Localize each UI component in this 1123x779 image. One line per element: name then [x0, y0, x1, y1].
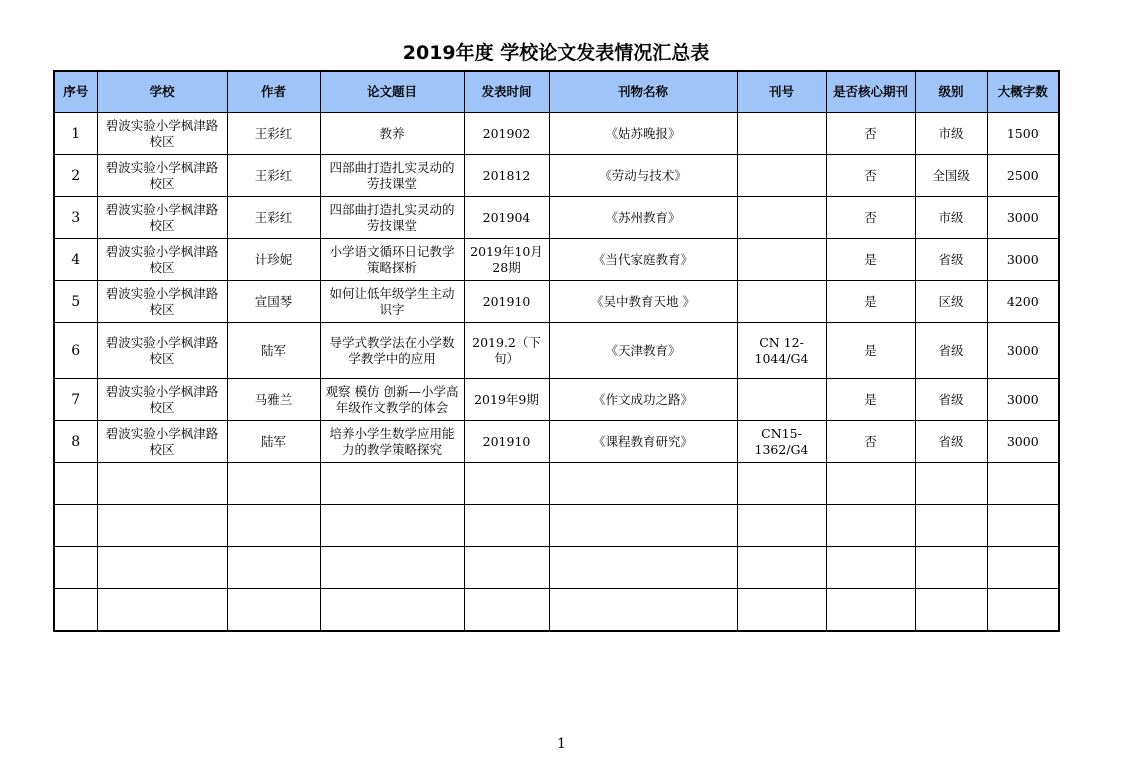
table-row [54, 421, 1059, 463]
empty-cell [737, 547, 826, 589]
cell-issn [737, 239, 826, 281]
empty-row [54, 589, 1059, 631]
col-header: 级别 [915, 71, 987, 113]
cell-author: 王彩红 [227, 155, 320, 197]
cell-author: 计珍妮 [227, 239, 320, 281]
empty-cell [54, 547, 97, 589]
col-header: 作者 [227, 71, 320, 113]
page-title: 2019年度 学校论文发表情况汇总表 [402, 42, 710, 64]
empty-cell [737, 589, 826, 631]
empty-cell [549, 463, 737, 505]
page-number: 1 [557, 736, 566, 752]
table-row [54, 113, 1059, 155]
cell-issn [737, 197, 826, 239]
cell-school: 碧波实验小学枫津路校区 [97, 323, 227, 379]
cell-title: 培养小学生数学应用能力的教学策略探究 [320, 421, 464, 463]
empty-cell [915, 547, 987, 589]
table-row [54, 197, 1059, 239]
col-header: 序号 [54, 71, 97, 113]
table-row [54, 323, 1059, 379]
cell-index: 1 [54, 113, 97, 155]
cell-level: 全国级 [915, 155, 987, 197]
cell-issn [737, 379, 826, 421]
cell-title: 四部曲打造扎实灵动的劳技课堂 [320, 197, 464, 239]
cell-author: 王彩红 [227, 197, 320, 239]
empty-cell [549, 589, 737, 631]
cell-date: 201904 [464, 197, 549, 239]
cell-date: 201910 [464, 281, 549, 323]
cell-words: 3000 [987, 421, 1059, 463]
empty-cell [464, 463, 549, 505]
cell-school: 碧波实验小学枫津路校区 [97, 421, 227, 463]
cell-index: 3 [54, 197, 97, 239]
empty-cell [737, 505, 826, 547]
col-header: 是否核心期刊 [826, 71, 915, 113]
cell-journal: 《当代家庭教育》 [549, 239, 737, 281]
cell-level: 省级 [915, 379, 987, 421]
empty-cell [227, 547, 320, 589]
cell-level: 省级 [915, 239, 987, 281]
header-row [54, 71, 1059, 113]
empty-cell [97, 505, 227, 547]
table-row [54, 155, 1059, 197]
cell-school: 碧波实验小学枫津路校区 [97, 239, 227, 281]
empty-cell [97, 547, 227, 589]
cell-issn [737, 281, 826, 323]
cell-journal: 《作文成功之路》 [549, 379, 737, 421]
cell-core: 否 [826, 421, 915, 463]
empty-cell [987, 589, 1059, 631]
empty-row [54, 547, 1059, 589]
cell-level: 省级 [915, 323, 987, 379]
cell-journal: 《劳动与技术》 [549, 155, 737, 197]
cell-level: 市级 [915, 113, 987, 155]
cell-index: 2 [54, 155, 97, 197]
empty-cell [320, 589, 464, 631]
cell-words: 1500 [987, 113, 1059, 155]
cell-index: 7 [54, 379, 97, 421]
cell-title: 导学式教学法在小学数学教学中的应用 [320, 323, 464, 379]
cell-level: 省级 [915, 421, 987, 463]
cell-words: 3000 [987, 379, 1059, 421]
empty-cell [464, 505, 549, 547]
cell-title: 教养 [320, 113, 464, 155]
cell-level: 市级 [915, 197, 987, 239]
cell-journal: 《课程教育研究》 [549, 421, 737, 463]
empty-cell [464, 547, 549, 589]
col-header: 论文题目 [320, 71, 464, 113]
empty-cell [227, 505, 320, 547]
cell-words: 3000 [987, 197, 1059, 239]
empty-cell [826, 505, 915, 547]
empty-cell [987, 547, 1059, 589]
cell-date: 201910 [464, 421, 549, 463]
empty-cell [826, 589, 915, 631]
empty-cell [737, 463, 826, 505]
cell-core: 是 [826, 239, 915, 281]
papers-table [53, 70, 1060, 632]
cell-date: 2019年10月28期 [464, 239, 549, 281]
cell-journal: 《天津教育》 [549, 323, 737, 379]
cell-level: 区级 [915, 281, 987, 323]
cell-index: 8 [54, 421, 97, 463]
cell-journal: 《姑苏晚报》 [549, 113, 737, 155]
empty-cell [549, 505, 737, 547]
col-header: 发表时间 [464, 71, 549, 113]
empty-cell [54, 463, 97, 505]
cell-core: 是 [826, 281, 915, 323]
cell-journal: 《苏州教育》 [549, 197, 737, 239]
col-header: 刊号 [737, 71, 826, 113]
cell-author: 宣国琴 [227, 281, 320, 323]
empty-cell [549, 547, 737, 589]
empty-cell [54, 505, 97, 547]
empty-cell [464, 589, 549, 631]
empty-cell [227, 589, 320, 631]
cell-date: 2019年9期 [464, 379, 549, 421]
empty-cell [320, 547, 464, 589]
cell-index: 5 [54, 281, 97, 323]
cell-words: 3000 [987, 323, 1059, 379]
cell-author: 陆军 [227, 323, 320, 379]
cell-title: 小学语文循环日记教学策略探析 [320, 239, 464, 281]
col-header: 学校 [97, 71, 227, 113]
empty-row [54, 463, 1059, 505]
empty-cell [915, 505, 987, 547]
cell-words: 3000 [987, 239, 1059, 281]
empty-cell [826, 547, 915, 589]
table-row [54, 239, 1059, 281]
empty-cell [987, 463, 1059, 505]
cell-core: 否 [826, 155, 915, 197]
empty-cell [227, 463, 320, 505]
cell-school: 碧波实验小学枫津路校区 [97, 379, 227, 421]
cell-words: 4200 [987, 281, 1059, 323]
empty-row [54, 505, 1059, 547]
cell-author: 陆军 [227, 421, 320, 463]
cell-date: 2019.2（下旬） [464, 323, 549, 379]
cell-issn [737, 155, 826, 197]
empty-cell [915, 463, 987, 505]
cell-date: 201902 [464, 113, 549, 155]
cell-date: 201812 [464, 155, 549, 197]
cell-core: 是 [826, 323, 915, 379]
cell-school: 碧波实验小学枫津路校区 [97, 113, 227, 155]
cell-issn [737, 113, 826, 155]
empty-cell [320, 505, 464, 547]
empty-cell [54, 589, 97, 631]
empty-cell [915, 589, 987, 631]
cell-core: 是 [826, 379, 915, 421]
cell-index: 4 [54, 239, 97, 281]
cell-journal: 《吴中教育天地 》 [549, 281, 737, 323]
cell-title: 如何让低年级学生主动识字 [320, 281, 464, 323]
cell-school: 碧波实验小学枫津路校区 [97, 197, 227, 239]
col-header: 大概字数 [987, 71, 1059, 113]
cell-title: 观察 模仿 创新—小学高年级作文教学的体会 [320, 379, 464, 421]
table-row [54, 281, 1059, 323]
cell-index: 6 [54, 323, 97, 379]
cell-core: 否 [826, 197, 915, 239]
empty-cell [97, 463, 227, 505]
cell-words: 2500 [987, 155, 1059, 197]
cell-issn: CN 12-1044/G4 [737, 323, 826, 379]
empty-cell [97, 589, 227, 631]
cell-core: 否 [826, 113, 915, 155]
empty-cell [826, 463, 915, 505]
table-row [54, 379, 1059, 421]
empty-cell [987, 505, 1059, 547]
col-header: 刊物名称 [549, 71, 737, 113]
cell-school: 碧波实验小学枫津路校区 [97, 155, 227, 197]
cell-issn: CN15-1362/G4 [737, 421, 826, 463]
cell-author: 马雅兰 [227, 379, 320, 421]
empty-cell [320, 463, 464, 505]
cell-school: 碧波实验小学枫津路校区 [97, 281, 227, 323]
cell-author: 王彩红 [227, 113, 320, 155]
cell-title: 四部曲打造扎实灵动的劳技课堂 [320, 155, 464, 197]
